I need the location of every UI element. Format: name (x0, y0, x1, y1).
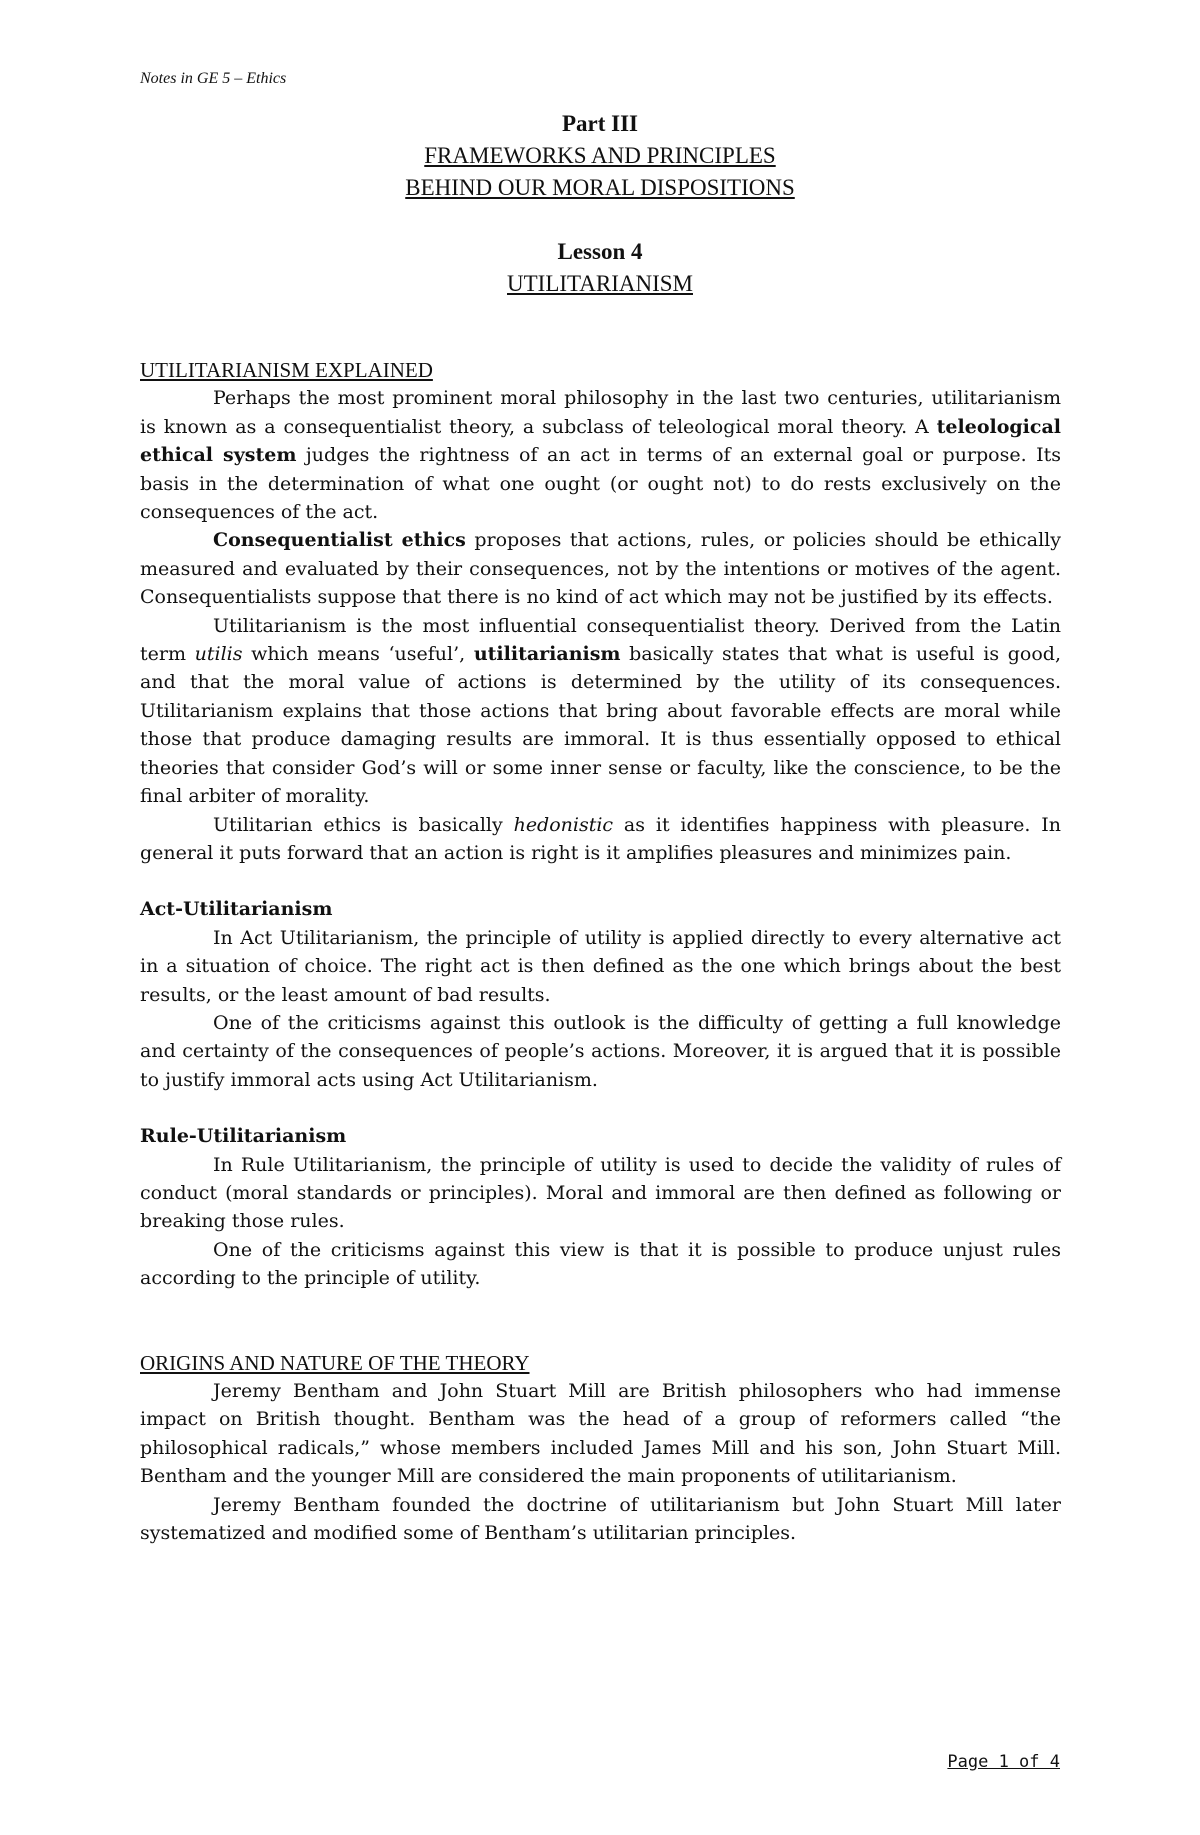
part-label: Part III (561, 111, 639, 136)
lesson-number: Lesson 4 (557, 239, 643, 264)
section-heading-origins: ORIGINS AND NATURE OF THE THEORY (140, 1350, 530, 1375)
spacer (140, 1293, 1061, 1349)
subsection-heading-act: Act-Utilitarianism (140, 898, 333, 921)
text-run: judges the rightness of an act in terms of an external goal or purpose. Its basis in the determination of what one ought (or ought not) to do rests exclusively on the consequences of the act. (140, 444, 1062, 524)
document-body (140, 356, 1061, 1547)
text-run: which means ‘useful’, (242, 643, 474, 666)
text-run: basically states that what is useful is good, and that the moral value of actions is determined by the utility of its consequences. Utilitarianism explains that those actions that bring about favorable effects are moral while those that produce damaging results are immoral. It is thus essentially opposed to ethical theories that consider God’s will or some inner sense or faculty, like the conscience, to be the final arbiter of morality. (140, 643, 1062, 808)
paragraph (140, 526, 1061, 611)
lesson-title-block (140, 236, 1060, 300)
spacer (140, 1094, 1061, 1122)
text-run: Utilitarianism is the most influential consequentialist theory. Derived from the Latin term (140, 614, 1061, 666)
subsection-heading-rule: Rule-Utilitarianism (140, 1125, 347, 1148)
running-header: Notes in GE 5 – Ethics (140, 70, 287, 87)
part-title-line-1: FRAMEWORKS AND PRINCIPLES (424, 143, 776, 168)
page-number: Page 1 of 4 (947, 1752, 1060, 1772)
bold-term: teleological ethical system (140, 415, 1061, 467)
paragraph (140, 612, 1061, 811)
part-title-line-2: BEHIND OUR MORAL DISPOSITIONS (405, 175, 795, 200)
text-run: Perhaps the most prominent moral philosophy in the last two centuries, utilitarianism is known as a consequentialist theory, a subclass of teleological moral theory. A (140, 387, 1061, 438)
paragraph: In Act Utilitarianism, the principle of utility is applied directly to every alternative act in a situation of choice. The right act is then defined as the one which brings about the best results, or the least amount of bad results. (140, 926, 1061, 1006)
italic-term: hedonistic (513, 813, 614, 836)
part-title-block (140, 108, 1060, 204)
paragraph (140, 811, 1061, 868)
text-run: Utilitarian ethics is basically (213, 813, 514, 836)
text-run: as it identifies happiness with pleasure. In general it puts forward that an action is right is it amplifies pleasures and minimizes pain. (140, 813, 1062, 864)
spacer (140, 867, 1061, 895)
italic-term: utilis (194, 643, 243, 666)
paragraph (140, 384, 1061, 526)
bold-term: Consequentialist ethics (213, 529, 466, 552)
paragraph: Jeremy Bentham founded the doctrine of utilitarianism but John Stuart Mill later systematized and modified some of Bentham’s utilitarian principles. (140, 1493, 1061, 1545)
paragraph: In Rule Utilitarianism, the principle of utility is used to decide the validity of rules of conduct (moral standards or principles). Moral and immoral are then defined as following or breaking those rules. (140, 1153, 1061, 1233)
text-run: proposes that actions, rules, or policies should be ethically measured and evaluated by their consequences, not by the intentions or motives of the agent. Consequentialists suppose that there is no kind of act which may not be justified by its effects. (140, 529, 1061, 609)
bold-term: utilitarianism (473, 643, 621, 666)
section-heading-explained: UTILITARIANISM EXPLAINED (140, 358, 433, 382)
lesson-name: UTILITARIANISM (507, 271, 693, 296)
paragraph: Jeremy Bentham and John Stuart Mill are British philosophers who had immense impact on British thought. Bentham was the head of a group of reformers called “the philosophical radicals,” whose members included James Mill and his son, John Stuart Mill. Bentham and the younger Mill are considered the main proponents of utilitarianism. (140, 1380, 1061, 1488)
paragraph: One of the criticisms against this view is that it is possible to produce unjust rules according to the principle of utility. (140, 1238, 1061, 1290)
paragraph: One of the criticisms against this outlook is the difficulty of getting a full knowledge and certainty of the consequences of people’s actions. Moreover, it is argued that it is possible to justify immoral acts using Act Utilitarianism. (140, 1011, 1061, 1091)
